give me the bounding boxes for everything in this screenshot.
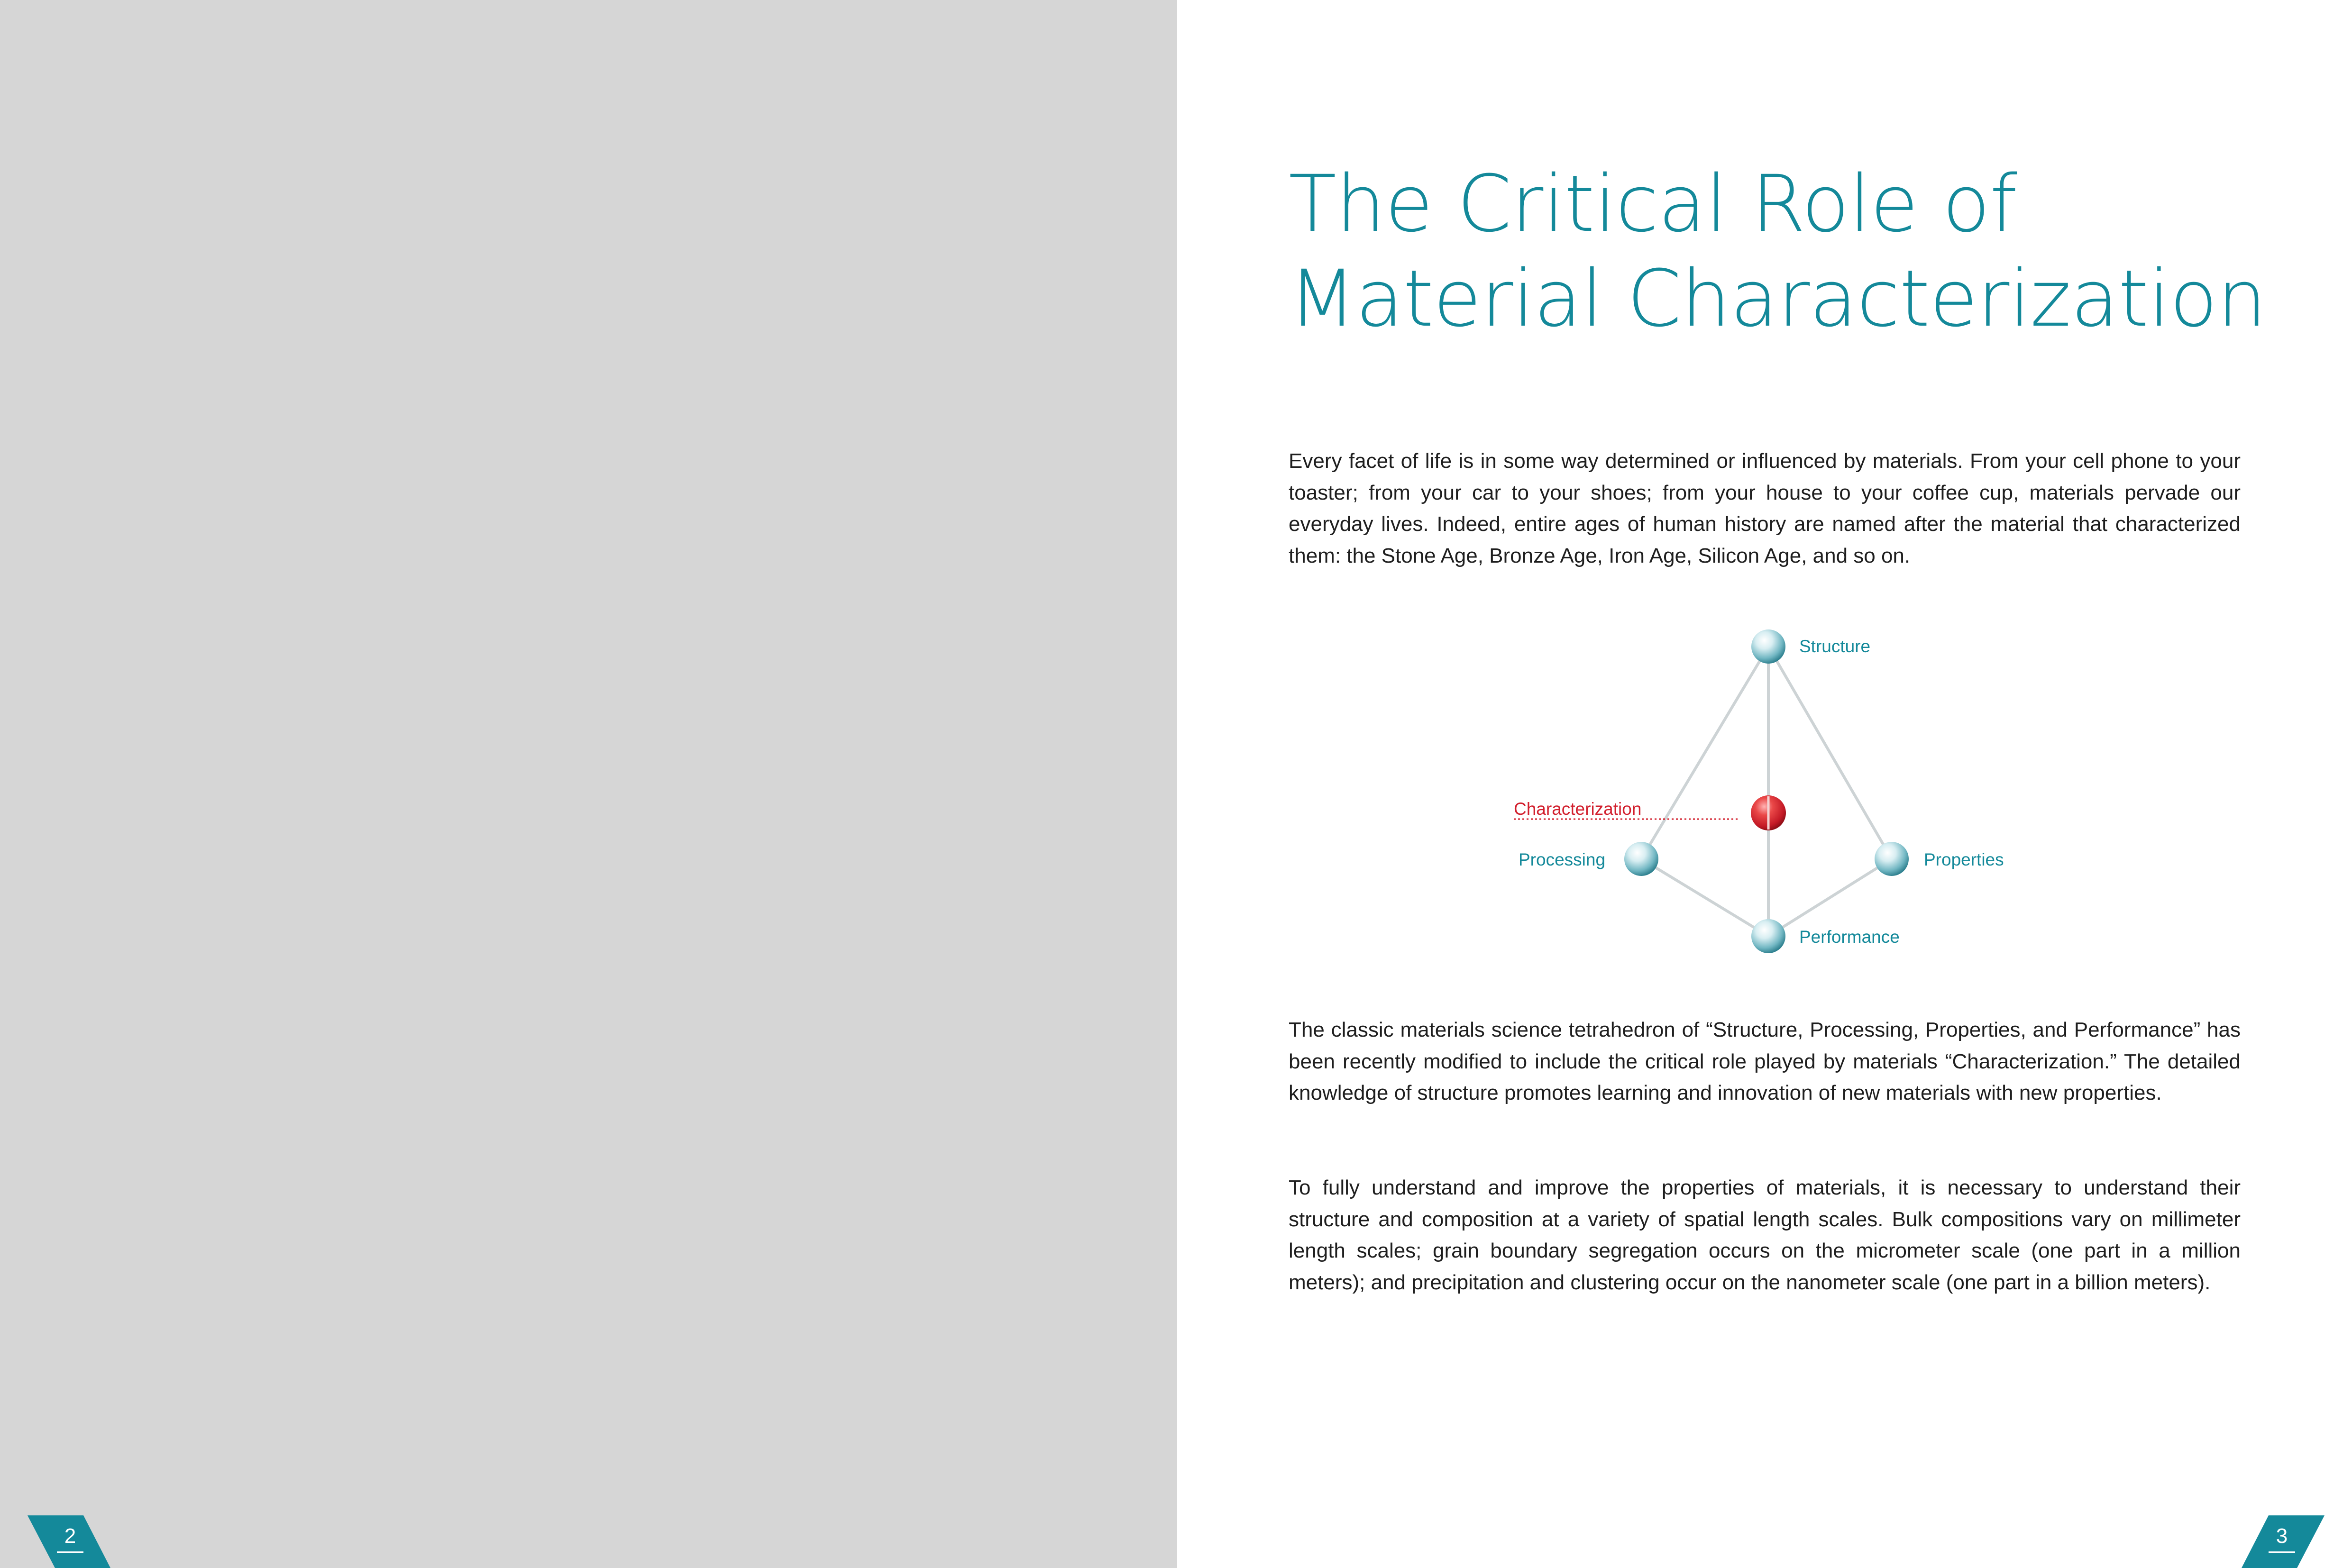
label-structure: Structure (1799, 637, 1871, 656)
tetrahedron-edges (1641, 647, 1892, 936)
sphere-structure (1751, 629, 1785, 664)
sphere-performance (1751, 919, 1785, 953)
label-performance: Performance (1799, 927, 1900, 947)
sphere-properties (1875, 842, 1909, 876)
tetrahedron-paragraph: The classic materials science tetrahedron of “Structure, Processing, Properties, and Performance” has been recently modified to include the critical role played by materials “Characterization.” The detailed knowledge of structure promotes learning and innovation of new materials with new properties. (1289, 1018, 2241, 1104)
page-number-tab-left (27, 1515, 113, 1568)
edge-structure-properties (1768, 647, 1892, 859)
intro-paragraph: Every facet of life is in some way determined or influenced by materials. From your cell phone to your toaster; from your car to your shoes; from your house to your coffee cup, materials pervade our everyday lives. Indeed, entire ages of human history are named after the material that characterized them: the Stone Age, Bronze Age, Iron Age, Silicon Age, and so on. (1289, 449, 2241, 567)
materials-tetrahedron-diagram (1470, 616, 2086, 976)
page-number-left: 2 (27, 1522, 113, 1553)
label-properties: Properties (1924, 850, 2004, 869)
edge-processing-performance (1641, 859, 1768, 936)
page-title-line-2: Material Characterization (1289, 253, 2266, 344)
page-title-line-1: The Critical Role of (1289, 158, 2017, 249)
length-scales-paragraph: To fully understand and improve the properties of materials, it is necessary to understand their structure and composition at a variety of spatial length scales. Bulk compositions vary on millimeter length scales; grain boundary segregation occurs on the micrometer scale (one part in a million meters); and precipitation and clustering occur on the nanometer scale (one part in a billion meters). (1289, 1176, 2241, 1294)
label-processing: Processing (1519, 850, 1606, 869)
page-title (1289, 156, 2284, 346)
label-characterization: Characterization (1514, 799, 1642, 819)
page-number-tab-right (2239, 1515, 2325, 1568)
page-number-right: 3 (2239, 1522, 2325, 1553)
edge-structure-processing (1641, 647, 1768, 859)
sphere-processing (1624, 842, 1658, 876)
edge-properties-performance (1768, 859, 1892, 936)
tetrahedron-graphic (1470, 616, 2086, 976)
